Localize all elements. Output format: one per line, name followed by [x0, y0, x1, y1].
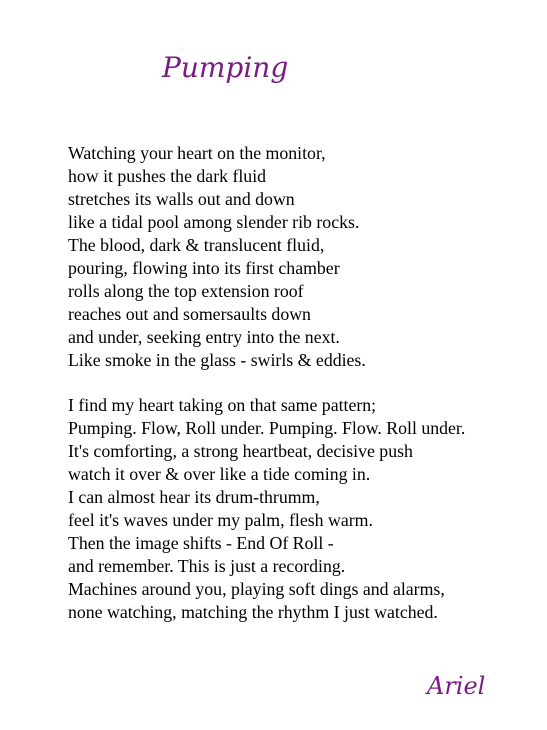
poem-line: like a tidal pool among slender rib rocks. [68, 212, 360, 232]
poem-line: pouring, flowing into its first chamber [68, 258, 340, 278]
poem-line: Machines around you, playing soft dings and alarms, [68, 579, 445, 599]
poem-line: Like smoke in the glass - swirls & eddies. [68, 350, 366, 370]
poem-line: I can almost hear its drum-thrumm, [68, 487, 320, 507]
poem-line: watch it over & over like a tide coming in. [68, 464, 371, 484]
poem-line: and remember. This is just a recording. [68, 556, 346, 576]
stanza [68, 142, 543, 372]
poem-line: It's comforting, a strong heartbeat, decisive push [68, 441, 413, 461]
poem-title: Pumping [162, 51, 289, 84]
poem-line: rolls along the top extension roof [68, 281, 304, 301]
poem-line: how it pushes the dark fluid [68, 166, 267, 186]
poem-line: The blood, dark & translucent fluid, [68, 235, 325, 255]
poem-line: Then the image shifts - End Of Roll - [68, 533, 334, 553]
poem-line: Watching your heart on the monitor, [68, 143, 326, 163]
poem-line: stretches its walls out and down [68, 189, 295, 209]
poem-line: reaches out and somersaults down [68, 304, 311, 324]
poem-line: and under, seeking entry into the next. [68, 327, 340, 347]
author-signature: Ariel [427, 672, 486, 700]
poem-line: none watching, matching the rhythm I just watched. [68, 602, 438, 622]
poem-line: Pumping. Flow, Roll under. Pumping. Flow. Roll under. [68, 418, 466, 438]
poem-body [68, 142, 543, 646]
poem-line: I find my heart taking on that same pattern; [68, 395, 377, 415]
poem-line: feel it's waves under my palm, flesh warm. [68, 510, 373, 530]
stanza [68, 394, 543, 624]
